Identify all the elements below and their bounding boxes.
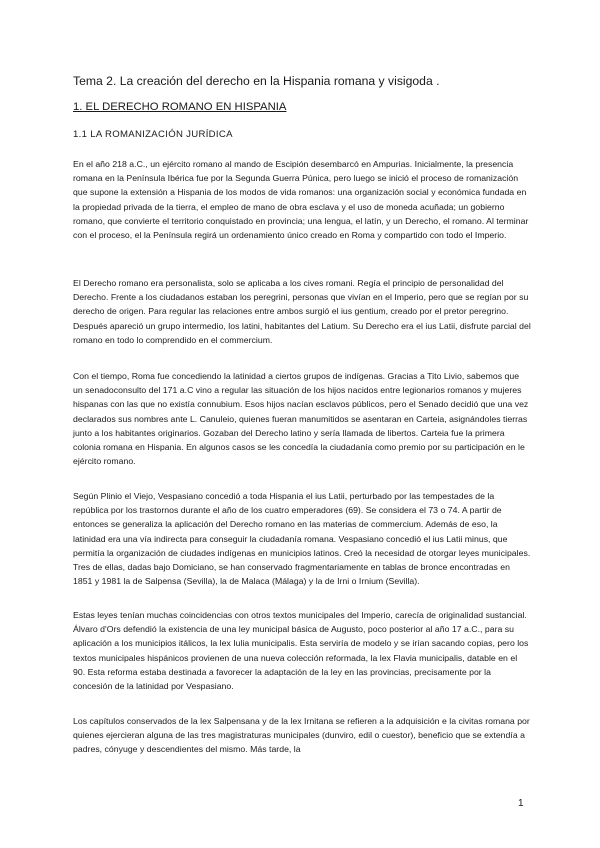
- paragraph-5: Estas leyes tenían muchas coincidencias con otros textos municipales del Imperio, carecía de originalidad sustancial. Álvaro d'Ors defendió la existencia de una ley municipal básica de Augusto, poco posterior al año 17 a.C., para su aplicación a los municipios itálicos, la lex Iulia municipalis. Esta serviría de modelo y se irían sacando copias, pero los textos municipales hispánicos provienen de una nueva colección reformada, la lex Flavia municipalis, datable en el 90. Esta reforma estaba destinada a favorecer la adaptación de la ley en las provincias, precisamente por la concesión de la latinidad por Vespasiano.: [73, 610, 529, 692]
- paragraph-3: Con el tiempo, Roma fue concediendo la latinidad a ciertos grupos de indígenas. Gracias a Tito Livio, sabemos que un senadoconsulto del 171 a.C vino a regular las situación de los hijos nacidos entre legionarios romanos y mujeres hispanas con las que no existía connubium. Esos hijos nacían esclavos públicos, pero el Senado decidió que una vez declarados sus nombres ante L. Canuleio, quienes fueran manumitidos se asentaran en Carteia, asignándoles tierras junto a los habitantes originarios. Gozaban del Derecho latino y sería llamada de libertos. Carteia fue la primera colonia romana en Hispania. En algunos casos se les concedía la ciudadanía como premio por su participación en le ejército romano.: [73, 371, 529, 467]
- document-title: Tema 2. La creación del derecho en la Hispania romana y visigoda .: [73, 74, 440, 88]
- subsection-heading: 1.1 LA ROMANIZACIÓN JURÍDICA: [73, 129, 233, 140]
- section-heading: 1. EL DERECHO ROMANO EN HISPANIA: [73, 101, 287, 113]
- paragraph-6: Los capítulos conservados de la lex Salpensana y de la lex Irnitana se refieren a la adquisición e la civitas romana por quienes ejercieran alguna de las tres magistraturas municipales (dunviro, edil o cuestor), beneficio que se extendía a padres, cónyuge y descendientes del mismo. Más tarde, la: [73, 716, 530, 755]
- page-number: 1: [518, 798, 524, 809]
- paragraph-1: En el año 218 a.C., un ejército romano al mando de Escipión desembarcó en Ampurias. Inicialmente, la presencia romana en la Península Ibérica fue por la Segunda Guerra Púnica, pero luego se inició el proceso de romanización que supone la extensión a Hispania de los modos de vida romanos: una organización social y económica fundada en la propiedad privada de la tierra, el empleo de mano de obra esclava y el uso de moneda acuñada; un gobierno romano, que convierte el territorio conquistado en provincia; una lengua, el latín, y un Derecho, el romano. Al terminar con el proceso, el la Península regirá un ordenamiento único creado en Roma y compartido con todo el Imperio.: [73, 159, 529, 241]
- paragraph-4: Según Plinio el Viejo, Vespasiano concedió a toda Hispania el ius Latii, perturbado por las tempestades de la república por los trastornos durante el año de los cuatro emperadores (69). Se considera el 73 o 74. A partir de entonces se generaliza la aplicación del Derecho romano en las materias de commercium. Además de eso, la latinidad era una vía indirecta para conseguir la ciudadanía romana. Vespasiano concedió el ius Latii minus, que permitía la organización de ciudades indígenas en municipios latinos. Creó la necesidad de otorgar leyes municipales. Tres de ellas, dadas bajo Domiciano, se han conservado fragmentariamente en tablas de bronce encontradas en 1851 y 1981 la de Salpensa (Sevilla), la de Malaca (Málaga) y la de Irni o Irnium (Sevilla).: [73, 491, 531, 587]
- paragraph-2: El Derecho romano era personalista, solo se aplicaba a los cives romani. Regía el principio de personalidad del Derecho. Frente a los ciudadanos estaban los peregrini, personas que vivían en el Imperio, pero que se regían por su derecho de origen. Para regular las relaciones entre ambos surgió el ius gentium, creado por el pretor peregrino. Después apareció un grupo intermedio, los latini, habitantes del Latium. Su Derecho era el ius Latii, disfrute parcial del romano en todo lo comprendido en el commercium.: [73, 278, 531, 345]
